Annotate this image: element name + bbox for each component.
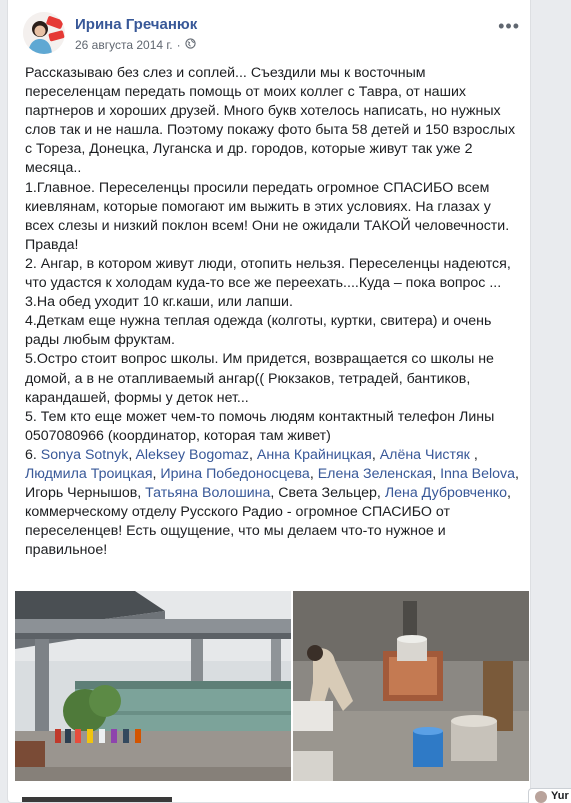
- more-options-icon[interactable]: •••: [498, 16, 520, 36]
- tag-link[interactable]: Inna Belova: [440, 465, 516, 482]
- post-paragraph: 4.Деткам еще нужна теплая одежда (колготы, куртки, свитера) и очень рады любым фруктам.: [25, 313, 492, 349]
- plain-name: Игорь Чернышов: [25, 485, 138, 502]
- chat-avatar: [535, 791, 547, 803]
- chat-name: Yur: [551, 790, 569, 802]
- author-name[interactable]: Ирина Гречанюк: [75, 16, 198, 33]
- post-paragraph: 2. Ангар, в котором живут люди, отопить нельзя. Переселенцы надеются, что удастся к холодам куда-то все же переехать....Куда – пока вопрос ...: [25, 255, 511, 292]
- tag-link[interactable]: Sonya Sotnyk: [40, 446, 129, 463]
- post-paragraph: 5. Тем кто еще может чем-то помочь людям контактный телефон Лины 0507080966 (координатор, которая там живет): [25, 408, 495, 444]
- post-meta: [75, 38, 196, 52]
- tag-link[interactable]: Анна Крайницкая: [256, 446, 372, 463]
- chat-tab[interactable]: [528, 788, 571, 803]
- post-paragraph: Рассказываю без слез и соплей... Съездили мы к восточным переселенцам передать помощь от моих коллег с Тавра, от наших партнеров и хороших друзей. Много букв хотелось написать, но нужных слов так и не нашла. Поэтому покажу фото быта 58 детей и 150 взрослых с Тореза, Донецка, Луганска и др. городов, которые живут так уже 2 месяца..: [25, 65, 516, 177]
- tag-link[interactable]: Елена Зеленская: [317, 465, 433, 482]
- tag-link[interactable]: Aleksey Bogomaz: [135, 446, 249, 463]
- post-paragraph: 3.На обед уходит 10 кг.каши, или лапши.: [25, 294, 293, 311]
- tag-link[interactable]: Лена Дубровченко: [384, 485, 508, 502]
- post-paragraph: 5.Остро стоит вопрос школы. Им придется, возвращается со школы не домой, а в не отапливаемый ангар(( Рюкзаков, тетрадей, бантиков, карандашей, формы у деток нет...: [25, 351, 494, 406]
- tag-link[interactable]: Алёна Чистяк: [379, 446, 470, 463]
- post-card: [7, 0, 531, 803]
- plain-name: Света Зельцер: [278, 485, 377, 502]
- thanks-paragraph: 6. Sonya Sotnyk, Aleksey Bogomaz, Анна Крайницкая, Алёна Чистяк , Людмила Троицкая, Ирина Победоносцева, Елена Зеленская, Inna Belova, Игорь Чернышов, Татьяна Волошина, Света Зельцер, Лена Дубровченко, коммерческому отделу Русского Радио - огромное СПАСИБО от переселенцев! Есть ощущение, что мы делаем что-то нужное и правильное!: [25, 446, 519, 559]
- author-avatar[interactable]: [23, 12, 65, 54]
- post-header: [23, 12, 520, 58]
- post-date[interactable]: 26 августа 2014 г.: [75, 38, 173, 52]
- photo-grid: [15, 591, 529, 781]
- next-photo-row: [22, 797, 172, 802]
- tag-link[interactable]: Ирина Победоносцева: [160, 465, 310, 482]
- post-text: [25, 64, 523, 560]
- hangar-kitchen-photo[interactable]: [293, 591, 529, 781]
- hangar-exterior-photo[interactable]: [15, 591, 291, 781]
- separator-dot: ·: [176, 38, 181, 52]
- tag-link[interactable]: Людмила Троицкая: [25, 465, 153, 482]
- tag-link[interactable]: Татьяна Волошина: [145, 485, 271, 502]
- globe-icon[interactable]: [185, 38, 196, 52]
- post-paragraph: 1.Главное. Переселенцы просили передать огромное СПАСИБО всем киевлянам, которые помогают им выжить в этих условиях. На глазах у всех слезы и низкий поклон всем! Они не ожидали ТАКОЙ человечности. Правда!: [25, 179, 510, 253]
